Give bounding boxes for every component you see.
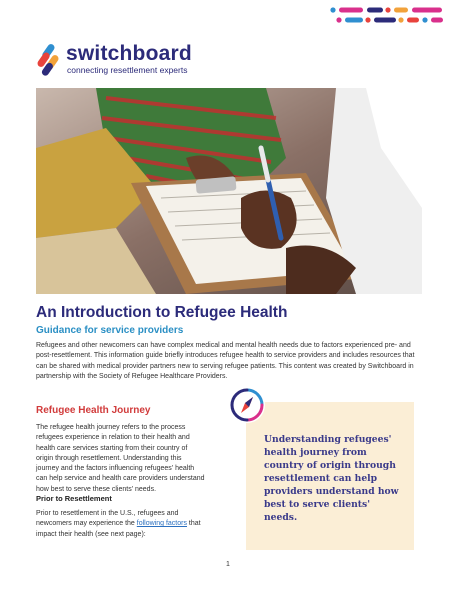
compass-icon [228,386,266,424]
switchboard-logo [36,42,236,78]
journey-paragraph: The refugee health journey refers to the process refugees experience in relation to their health and health care services starting from their country of origin through resettlement. Understanding this journey and the factors influencing refugees' health can help service and health care providers understand how best to serve these clients' needs. [36,424,205,493]
intro-paragraph: Refugees and other newcomers can have complex medical and mental health needs due to factors experienced pre- and post-resettlement. This information guide briefly introduces refugee health to service providers and includes resources that can be shared with medical provider partners new to serving refugee patients. This content was created by Switchboard in partnership with the Society of Refugee Healthcare Providers. [36,342,415,380]
paragraph-text-end: that impact their health (see next page): [36,520,201,538]
page-number: 1 [226,561,230,568]
decorative-dots [329,6,447,24]
page-title: An Introduction to Refugee Health [36,304,288,321]
brand-tagline: connecting resettlement experts [67,65,188,75]
following-factors-link[interactable]: following factors [136,520,187,528]
prior-resettlement-paragraph [36,509,206,540]
brand-name: switchboard [66,42,192,65]
page-subtitle: Guidance for service providers [36,325,184,336]
section-heading-journey: Refugee Health Journey [36,405,151,416]
paragraph-text-start: Prior to resettlement in the U.S., refugees and newcomers may experience the [36,510,179,528]
clipboard-handshake-photo [36,88,422,294]
callout-text: Understanding refugees' health journey from country of origin through resettlement can help providers understand how best to serve clients' needs. [264,434,399,523]
subheading-prior-resettlement: Prior to Resettlement [36,494,112,503]
logo-mark-icon [36,43,62,77]
